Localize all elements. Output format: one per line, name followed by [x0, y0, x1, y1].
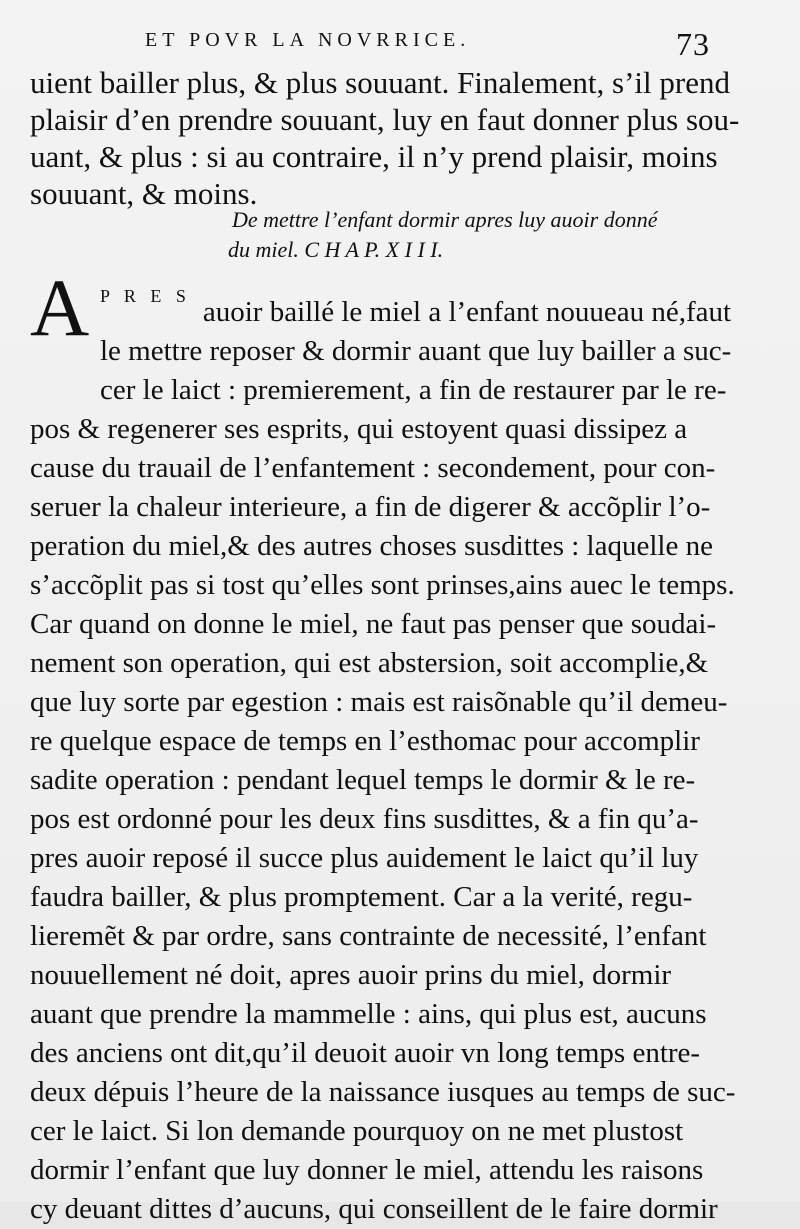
body-line: que luy sorte par egestion : mais est raisõnable qu’il demeu- — [30, 686, 728, 718]
body-line: auant que prendre la mammelle : ains, qui plus est, aucuns — [30, 998, 707, 1030]
opening-small-caps: P R E S — [100, 286, 191, 306]
body-line: nouuellement né doit, apres auoir prins du miel, dormir — [30, 959, 672, 991]
body-line: lieremẽt & par ordre, sans contrainte de necessité, l’enfant — [30, 920, 707, 952]
drop-cap: A — [30, 262, 90, 353]
carryover-line: plaisir d’en prendre souuant, luy en faut donner plus sou- — [30, 102, 740, 137]
chapter-title-line: du miel. C H A P. X I I I. — [228, 237, 444, 262]
body-line: cer le laict. Si lon demande pourquoy on ne met plustost — [30, 1115, 684, 1147]
chapter-heading — [228, 205, 732, 265]
running-head: ET POVR LA NOVRRICE. — [145, 29, 471, 51]
page-number: 73 — [676, 26, 710, 62]
body-line: des anciens ont dit,qu’il deuoit auoir vn long temps entre- — [30, 1037, 701, 1069]
body-line: faudra bailler, & plus promptement. Car a la verité, regu- — [30, 881, 693, 913]
body-line: deux dépuis l’heure de la naissance iusques au temps de suc- — [30, 1076, 736, 1108]
body-line: peration du miel,& des autres choses susdittes : laquelle ne — [30, 530, 713, 562]
body-line: le mettre reposer & dormir auant que luy bailler a suc- — [100, 335, 732, 367]
body-line: cer le laict : premierement, a fin de restaurer par le re- — [100, 374, 727, 406]
carryover-line: uient bailler plus, & plus souuant. Finalement, s’il prend — [30, 65, 730, 100]
body-line: pos & regenerer ses esprits, qui estoyent quasi dissipez a — [30, 413, 688, 445]
chapter-title-line: De mettre l’enfant dormir apres luy auoir donné — [232, 207, 658, 232]
opening-text: auoir baillé le miel a l’enfant nouueau né,faut — [202, 296, 732, 328]
body-line: cause du trauail de l’enfantement : secondement, pour con- — [30, 452, 716, 484]
body-line: pres auoir reposé il succe plus auidement le laict qu’il luy — [30, 842, 699, 874]
body-line: Car quand on donne le miel, ne faut pas penser que soudai- — [30, 608, 717, 640]
carryover-line: uant, & plus : si au contraire, il n’y prend plaisir, moins — [30, 139, 718, 174]
body-line: sadite operation : pendant lequel temps le dormir & le re- — [30, 764, 696, 796]
body-line: cy deuant dittes d’aucuns, qui conseillent de le faire dormir — [30, 1193, 718, 1225]
body-line: dormir l’enfant que luy donner le miel, attendu les raisons — [30, 1154, 704, 1186]
body-line: pos est ordonné pour les deux fins susdittes, & a fin qu’a- — [30, 803, 699, 835]
carryover-line: souuant, & moins. — [30, 176, 258, 211]
body-line: nement son operation, qui est abstersion, soit accomplie,& — [30, 647, 709, 679]
carryover-paragraph — [30, 64, 770, 212]
body-line: s’accõplit pas si tost qu’elles sont prinses,ains auec le temps. — [30, 569, 735, 601]
chapter-body — [30, 262, 772, 1229]
body-line: re quelque espace de temps en l’esthomac pour accomplir — [30, 725, 700, 757]
body-line: seruer la chaleur interieure, a fin de digerer & accõplir l’o- — [30, 491, 711, 523]
